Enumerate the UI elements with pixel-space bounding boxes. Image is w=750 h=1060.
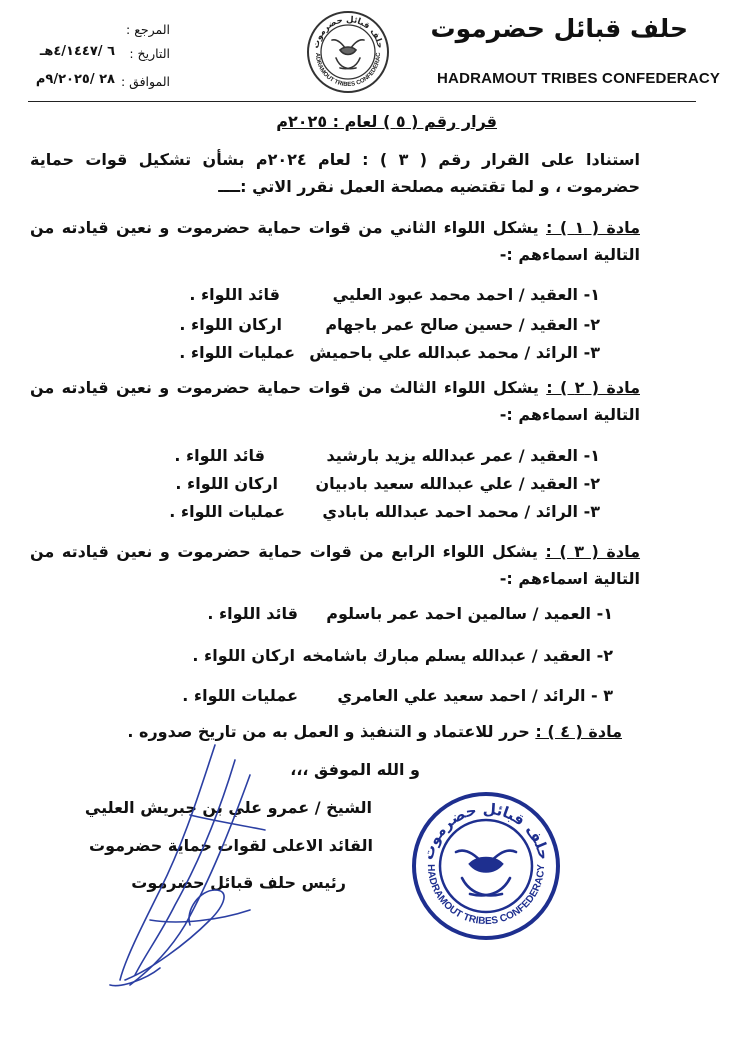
org-name-ar: حلف قبائل حضرموت	[430, 14, 688, 43]
signatory-title-2: رئيس حلف قبائل حضرموت	[131, 873, 346, 892]
reference-label: المرجع :	[126, 22, 170, 37]
article-1-member-1-role: قائد اللواء .	[189, 285, 280, 304]
article-1-member-3: ٣- الرائد / محمد عبدالله علي باحميش	[309, 343, 600, 362]
article-3-text: يشكل اللواء الرابع من قوات حماية حضرموت و نعين قيادته من التالية اسماءهم :-	[30, 542, 640, 588]
article-3-member-3-role: عمليات اللواء .	[182, 686, 298, 705]
header-divider	[28, 101, 696, 102]
hijri-date-label: التاريخ :	[129, 46, 170, 61]
article-2-member-2-role: اركان اللواء .	[175, 474, 278, 493]
article-3-member-1: ١- العميد / سالمين احمد عمر باسلوم	[326, 604, 613, 623]
hijri-date-value: ٦ /٤/١٤٤٧هـ	[39, 44, 115, 59]
article-2-member-3-role: عمليات اللواء .	[169, 502, 285, 521]
article-4-label: مادة ( ٤ ) :	[535, 722, 622, 741]
seal-handshake-icon	[456, 851, 516, 896]
article-1	[30, 214, 640, 268]
official-round-seal	[410, 790, 562, 942]
header-seal-ar-text: حلف قبائل حضرموت	[311, 14, 385, 50]
seal-en-text: HADRAMOUT TRIBES CONFEDERACY	[424, 864, 548, 928]
seal-ar-text: حلف قبائل حضرموت	[418, 799, 554, 862]
decision-title: قرار رقم ( ٥ ) لعام : ٢٠٢٥م	[276, 112, 497, 131]
article-3-member-2: ٢- العقيد / عبدالله يسلم مبارك باشامخه	[302, 646, 613, 665]
article-2	[30, 374, 640, 428]
article-3-member-2-role: اركان اللواء .	[192, 646, 295, 665]
article-1-label: مادة ( ١ ) :	[546, 218, 640, 237]
article-2-label: مادة ( ٢ ) :	[546, 378, 640, 397]
article-4-text: حرر للاعتماد و التنفيذ و العمل به من تاريخ صدوره .	[127, 722, 530, 741]
gregorian-date-label: الموافق :	[120, 74, 170, 89]
closing-phrase: و الله الموفق ،،،	[290, 760, 420, 779]
handwritten-signature	[90, 730, 290, 1000]
article-2-member-1-role: قائد اللواء .	[174, 446, 265, 465]
article-3-label: مادة ( ٣ ) :	[545, 542, 641, 561]
article-1-text: يشكل اللواء الثاني من قوات حماية حضرموت و نعين قيادته من التالية اسماءهم :-	[30, 218, 640, 264]
signatory-name: الشيخ / عمرو علي بن حبريش العليي	[84, 798, 372, 817]
header-logo-seal	[306, 10, 390, 94]
gregorian-date-value: ٢٨ /٩/٢٠٢٥م	[35, 72, 115, 87]
article-2-member-1: ١- العقيد / عمر عبدالله يزيد بارشيد	[326, 446, 600, 465]
article-1-member-2: ٢- العقيد / حسين صالح عمر باجهام	[325, 315, 600, 334]
decision-preamble: استنادا على القرار رقم ( ٣ ) : لعام ٢٠٢٤م بشأن تشكيل قوات حماية حضرموت ، و لما تقتضيه مصلحة العمل نقرر الاتي :ــــ	[30, 150, 641, 196]
signatory-title-1: القائد الاعلى لقوات حماية حضرموت	[89, 836, 373, 855]
article-2-text: يشكل اللواء الثالث من قوات حماية حضرموت و نعين قيادته من التالية اسماءهم :-	[30, 378, 640, 424]
article-3-member-3: ٣ - الرائد / احمد سعيد علي العامري	[337, 686, 613, 705]
org-name-en: HADRAMOUT TRIBES CONFEDERACY	[437, 70, 721, 87]
article-1-member-3-role: عمليات اللواء .	[179, 343, 295, 362]
article-2-member-3: ٣- الرائد / محمد احمد عبدالله بابادي	[322, 502, 600, 521]
article-1-member-2-role: اركان اللواء .	[179, 315, 282, 334]
article-1-member-1: ١- العقيد / احمد محمد عبود العليي	[332, 285, 600, 304]
header-seal-en-text: ADRAMOUT TRIBES CONFEDERAC	[313, 52, 383, 89]
article-2-member-2: ٢- العقيد / علي عبدالله سعيد بادبيان	[315, 474, 600, 493]
article-3	[30, 538, 640, 592]
article-3-member-1-role: قائد اللواء .	[207, 604, 298, 623]
